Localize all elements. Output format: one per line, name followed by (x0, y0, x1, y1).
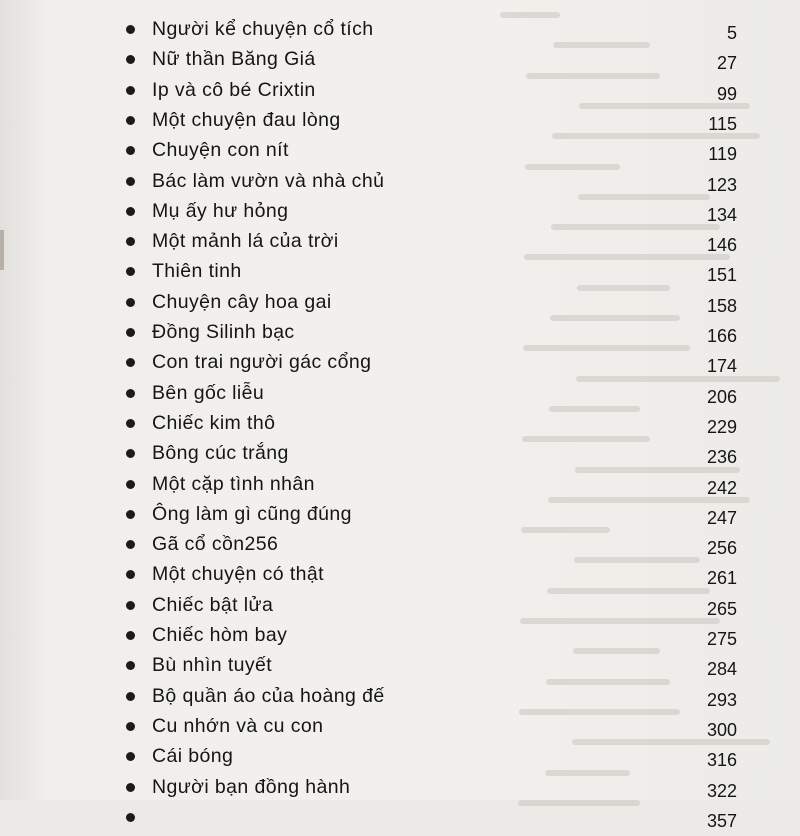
toc-entry (0, 438, 800, 468)
bullet-icon (126, 783, 135, 792)
entry-title: Một chuyện đau lòng (152, 108, 341, 131)
entry-page-number: 5 (726, 23, 737, 43)
bullet-icon (126, 358, 135, 367)
entry-title: Một cặp tình nhân (152, 472, 315, 495)
entry-title: Ông làm gì cũng đúng (152, 502, 352, 525)
toc-entry (0, 347, 800, 377)
toc-entry (0, 802, 800, 832)
entry-page-number: 242 (706, 477, 737, 498)
entry-title: Người bạn đồng hành (152, 775, 351, 798)
toc-entry (0, 681, 800, 711)
entry-page-number: 158 (706, 295, 737, 316)
toc-entry (0, 469, 800, 499)
entry-page-number: 275 (706, 629, 737, 649)
bullet-icon (126, 813, 135, 822)
bullet-icon (126, 237, 135, 246)
entry-page-number: 357 (706, 810, 737, 831)
entry-page-number: 247 (706, 507, 737, 528)
bullet-icon (126, 328, 135, 337)
entry-page-number: 27 (716, 53, 737, 74)
entry-page-number: 322 (706, 780, 737, 801)
bullet-icon (126, 510, 135, 519)
entry-page-number: 174 (706, 356, 737, 377)
entry-title: Nữ thần Băng Giá (152, 48, 316, 71)
bullet-icon (126, 722, 135, 731)
entry-page-number: 261 (706, 568, 737, 589)
toc-entry (0, 14, 800, 44)
entry-title: Ip và cô bé Crixtin (152, 78, 316, 101)
bullet-icon (126, 692, 135, 701)
toc-entry (0, 620, 800, 650)
toc-entry (0, 105, 800, 135)
entry-title: Con trai người gác cổng (152, 351, 372, 374)
entry-page-number: 123 (706, 174, 737, 195)
toc-entry (0, 135, 800, 165)
entry-title: Chiếc bật lửa (152, 593, 274, 616)
entry-title: Bên gốc liễu (152, 381, 265, 404)
entry-page-number: 119 (708, 144, 737, 165)
toc-entry (0, 590, 800, 620)
bullet-icon (126, 116, 135, 125)
entry-title: Bông cúc trắng (152, 442, 289, 465)
toc-entry (0, 75, 800, 105)
bullet-icon (126, 207, 135, 216)
entry-title: Gã cổ cồn256 (152, 533, 279, 556)
entry-page-number: 316 (706, 750, 737, 771)
toc-entry (0, 711, 800, 741)
entry-page-number: 293 (706, 689, 737, 710)
entry-page-number: 284 (706, 659, 737, 680)
toc-entry (0, 317, 800, 347)
entry-page-number: 300 (706, 719, 737, 740)
entry-title: Một mảnh lá của trời (152, 230, 339, 253)
bullet-icon (126, 177, 135, 186)
entry-page-number: 146 (706, 235, 737, 256)
bullet-icon (126, 570, 135, 579)
toc-entry (0, 529, 800, 559)
bullet-icon (126, 146, 135, 155)
entry-title: Bác làm vườn và nhà chủ (152, 169, 385, 192)
entry-title: Chuyện cây hoa gai (152, 290, 332, 313)
entry-page-number: 256 (706, 538, 737, 559)
toc-entry (0, 378, 800, 408)
entry-page-number: 115 (708, 113, 737, 134)
toc-entry (0, 741, 800, 771)
entry-title: Cu nhớn và cu con (152, 714, 324, 737)
bullet-icon (126, 267, 135, 276)
toc-entry (0, 650, 800, 680)
bullet-icon (126, 601, 135, 610)
bullet-icon (126, 480, 135, 489)
entry-page-number: 206 (706, 386, 737, 407)
entry-title: Chiếc hòm bay (152, 624, 288, 646)
entry-title: Chiếc kim thô (152, 411, 276, 434)
entry-title: Chuyện con nít (152, 139, 289, 162)
entry-page-number: 236 (706, 447, 737, 468)
entry-title: Một chuyện có thật (152, 563, 324, 586)
entry-title: Thiên tinh (152, 260, 242, 283)
toc-entry (0, 559, 800, 589)
entry-title: Cái bóng (152, 745, 234, 768)
entry-page-number: 265 (706, 598, 737, 619)
entry-title: Mụ ấy hư hỏng (152, 199, 289, 222)
entry-title: Người kể chuyện cổ tích (152, 18, 374, 40)
bullet-icon (126, 449, 135, 458)
entry-title: Bù nhìn tuyết (152, 654, 273, 677)
toc-entry (0, 44, 800, 74)
toc-entry (0, 499, 800, 529)
toc-entry (0, 166, 800, 196)
entry-page-number: 229 (706, 416, 737, 437)
entry-page-number: 166 (706, 326, 737, 346)
toc-entry (0, 287, 800, 317)
toc-entry (0, 408, 800, 438)
entry-page-number: 99 (716, 83, 737, 104)
entry-page-number: 134 (706, 204, 737, 225)
toc-entry (0, 772, 800, 802)
bullet-icon (126, 25, 135, 34)
bullet-icon (126, 419, 135, 428)
bullet-icon (126, 631, 135, 640)
toc-entry (0, 196, 800, 226)
entry-title: Bộ quần áo của hoàng đế (152, 684, 385, 707)
entry-page-number: 151 (706, 265, 737, 286)
bullet-icon (126, 389, 135, 398)
bullet-icon (126, 752, 135, 761)
bullet-icon (126, 661, 135, 670)
entry-title: Đồng Silinh bạc (152, 321, 295, 343)
toc-entry (0, 256, 800, 286)
toc-entry (0, 226, 800, 256)
bullet-icon (126, 86, 135, 95)
bullet-icon (126, 55, 135, 64)
bullet-icon (126, 540, 135, 549)
bullet-icon (126, 298, 135, 307)
